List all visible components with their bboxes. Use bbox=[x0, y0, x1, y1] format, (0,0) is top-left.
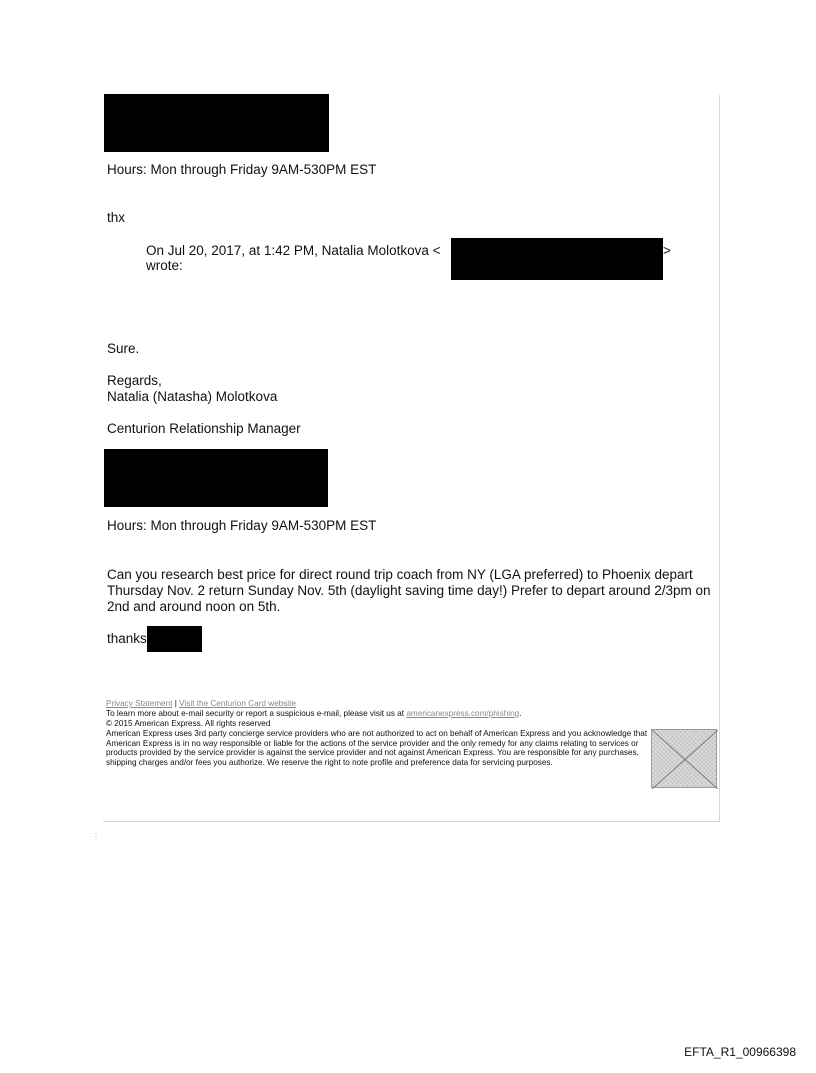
request-paragraph: Can you research best price for direct round trip coach from NY (LGA preferred) to Phoenix depart Thursday Nov. 2 return Sunday Nov. 5th (daylight saving time day!) Prefer to depart around 2/3pm on 2nd and around noon on 5th. bbox=[107, 567, 711, 614]
redaction-name bbox=[147, 626, 202, 652]
privacy-statement-link[interactable]: Privacy Statement bbox=[106, 699, 173, 708]
footer-copyright: © 2015 American Express. All rights reserved bbox=[106, 719, 271, 728]
footer-disclaimer: American Express uses 3rd party concierge service providers who are not authorized to act on behalf of American Express and you acknowledge that American Express is in no way responsible or liable for the actions of the service provider and the only remedy for any claims relating to services or products provided by the service provider is against the service provider and not against American Express. You are responsible for any purchases, shipping charges and/or fees you authorize. We reserve the right to note profile and preference data for servicing purposes. bbox=[106, 729, 648, 767]
redaction-block-signature bbox=[104, 449, 328, 507]
security-text: To learn more about e-mail security or report a suspicious e-mail, please visit us at bbox=[106, 709, 405, 718]
signature-title: Centurion Relationship Manager bbox=[107, 421, 301, 436]
broken-image-icon bbox=[651, 729, 717, 788]
sure-text: Sure. bbox=[107, 341, 140, 356]
quote-header-prefix: On Jul 20, 2017, at 1:42 PM, Natalia Molotkova < bbox=[146, 243, 441, 258]
bates-number: EFTA_R1_00966398 bbox=[684, 1045, 796, 1059]
footer-separator: | bbox=[174, 699, 177, 708]
tiny-mark: : bbox=[95, 832, 97, 839]
security-text-end: . bbox=[519, 709, 522, 718]
redaction-email-address bbox=[451, 238, 663, 280]
hours-line-2: Hours: Mon through Friday 9AM-530PM EST bbox=[107, 518, 377, 533]
thanks-text: thanks bbox=[107, 631, 147, 646]
quote-header-wrote: wrote: bbox=[146, 258, 183, 273]
footer-links bbox=[106, 699, 651, 709]
centurion-card-link[interactable]: Visit the Centurion Card website bbox=[179, 699, 296, 708]
footer-security bbox=[106, 709, 651, 719]
quote-header-suffix: > bbox=[663, 243, 671, 258]
quote-header bbox=[146, 243, 441, 259]
redaction-block-top bbox=[104, 94, 329, 152]
hours-line-1: Hours: Mon through Friday 9AM-530PM EST bbox=[107, 162, 377, 177]
regards-text: Regards, bbox=[107, 373, 162, 388]
reply-text: thx bbox=[107, 210, 126, 225]
signature-name: Natalia (Natasha) Molotkova bbox=[107, 389, 278, 404]
phishing-link[interactable]: americanexpress.com/phishing bbox=[406, 709, 520, 718]
